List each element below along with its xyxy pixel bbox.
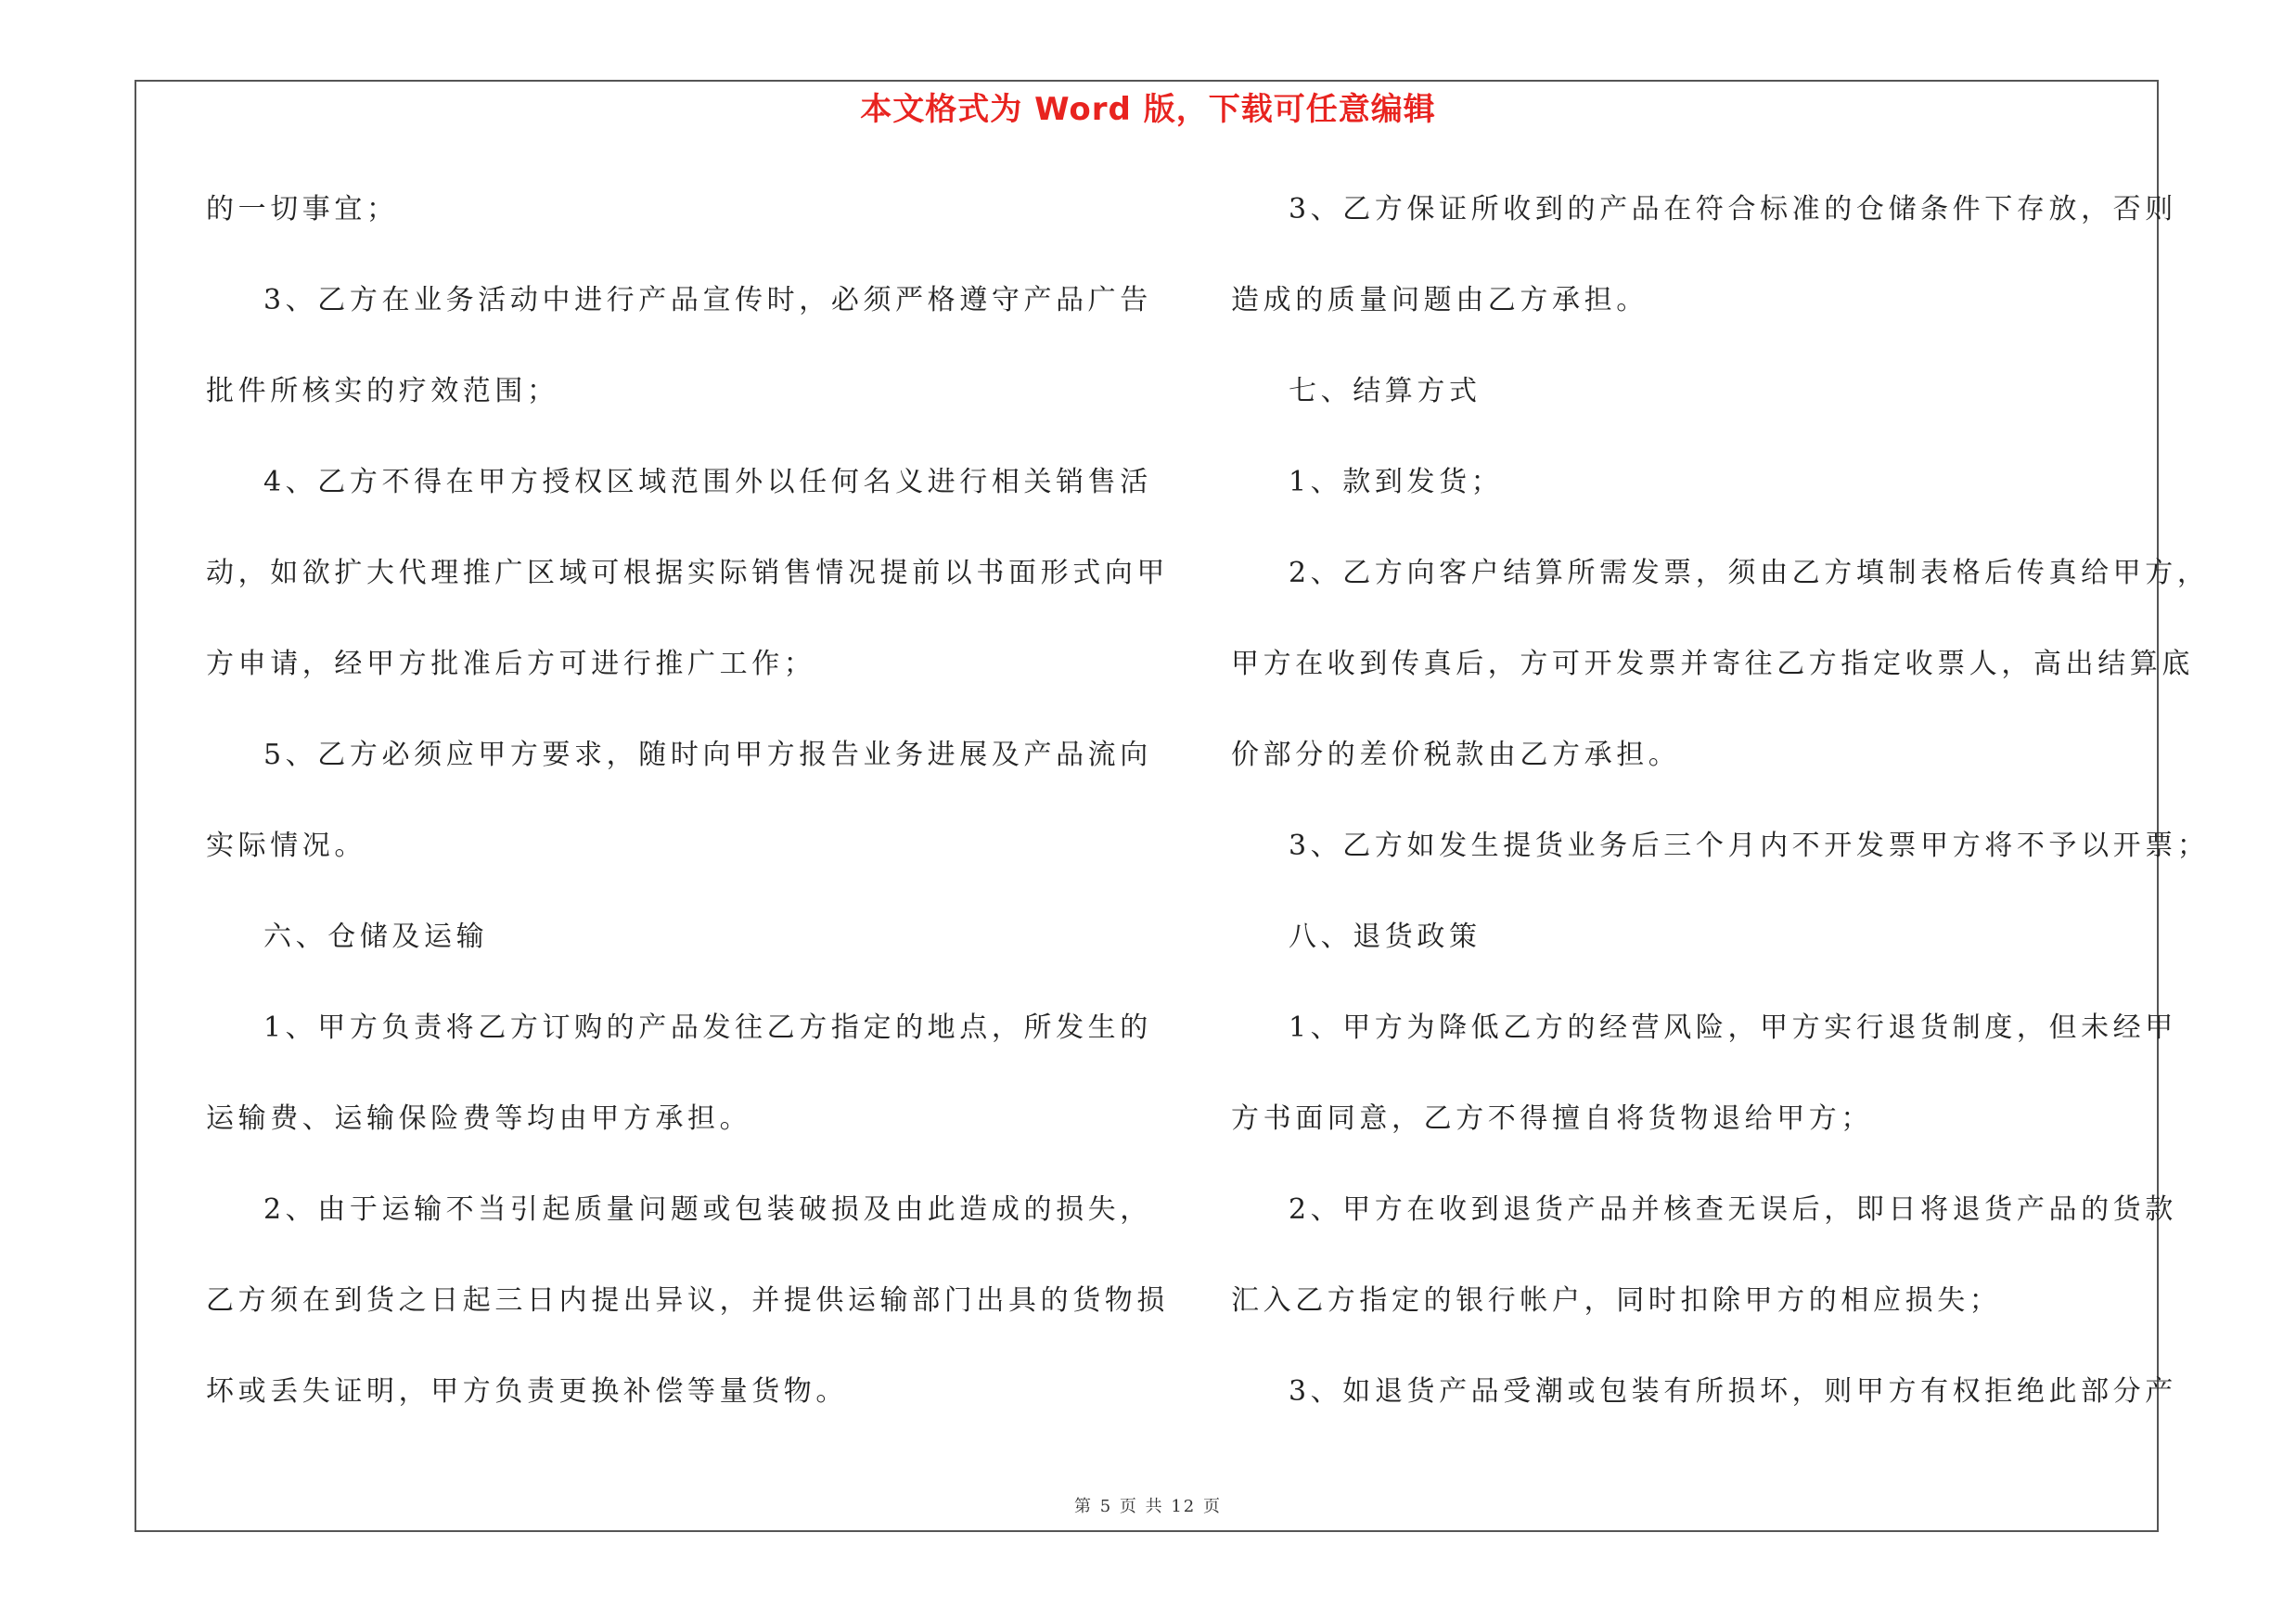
right-line: 1、款到发货； [1289,466,1504,498]
right-line: 3、乙方如发生提货业务后三个月内不开发票甲方将不予以开票； [1289,830,2210,862]
left-column [206,182,1169,1455]
section-heading: 六、仓储及运输 [263,921,489,953]
left-line: 动，如欲扩大代理推广区域可根据实际销售情况提前以书面形式向甲 [206,557,1169,589]
left-line: 1、甲方负责将乙方订购的产品发往乙方指定的地点，所发生的 [263,1011,1152,1044]
right-line: 2、甲方在收到退货产品并核查无误后，即日将退货产品的货款 [1289,1193,2177,1226]
left-line: 实际情况。 [206,830,366,862]
left-line: 批件所核实的疗效范围； [206,375,559,407]
right-line: 汇入乙方指定的银行帐户，同时扣除甲方的相应损失； [1231,1284,2002,1317]
section-heading: 八、退货政策 [1289,921,1481,953]
right-line: 方书面同意，乙方不得擅自将货物退给甲方； [1231,1102,1873,1135]
section-heading: 七、结算方式 [1289,375,1481,407]
right-line: 价部分的差价税款由乙方承担。 [1231,739,1681,771]
right-line: 1、甲方为降低乙方的经营风险，甲方实行退货制度，但未经甲 [1289,1011,2177,1044]
right-line: 2、乙方向客户结算所需发票，须由乙方填制表格后传真给甲方， [1289,557,2210,589]
left-line: 运输费、运输保险费等均由甲方承担。 [206,1102,752,1135]
right-line: 3、乙方保证所收到的产品在符合标准的仓储条件下存放，否则 [1289,193,2177,225]
word-format-banner: 本文格式为 Word 版，下载可任意编辑 [860,91,1436,128]
left-line: 方申请，经甲方批准后方可进行推广工作； [206,648,816,680]
page-number-footer: 第 5 页 共 12 页 [1074,1497,1222,1516]
left-line: 2、由于运输不当引起质量问题或包装破损及由此造成的损失， [263,1193,1152,1226]
left-line: 3、乙方在业务活动中进行产品宣传时，必须严格遵守产品广告 [263,284,1152,316]
right-column [1231,182,2210,1455]
right-line: 3、如退货产品受潮或包装有所损坏，则甲方有权拒绝此部分产 [1289,1375,2177,1408]
left-line: 的一切事宜； [206,193,399,225]
left-line: 5、乙方必须应甲方要求，随时向甲方报告业务进展及产品流向 [263,739,1152,771]
left-line: 乙方须在到货之日起三日内提出异议，并提供运输部门出具的货物损 [206,1284,1169,1317]
right-line: 甲方在收到传真后，方可开发票并寄往乙方指定收票人，高出结算底 [1231,648,2194,680]
left-line: 4、乙方不得在甲方授权区域范围外以任何名义进行相关销售活 [263,466,1152,498]
left-line: 坏或丢失证明，甲方负责更换补偿等量货物。 [206,1375,848,1408]
right-line: 造成的质量问题由乙方承担。 [1231,284,1648,316]
